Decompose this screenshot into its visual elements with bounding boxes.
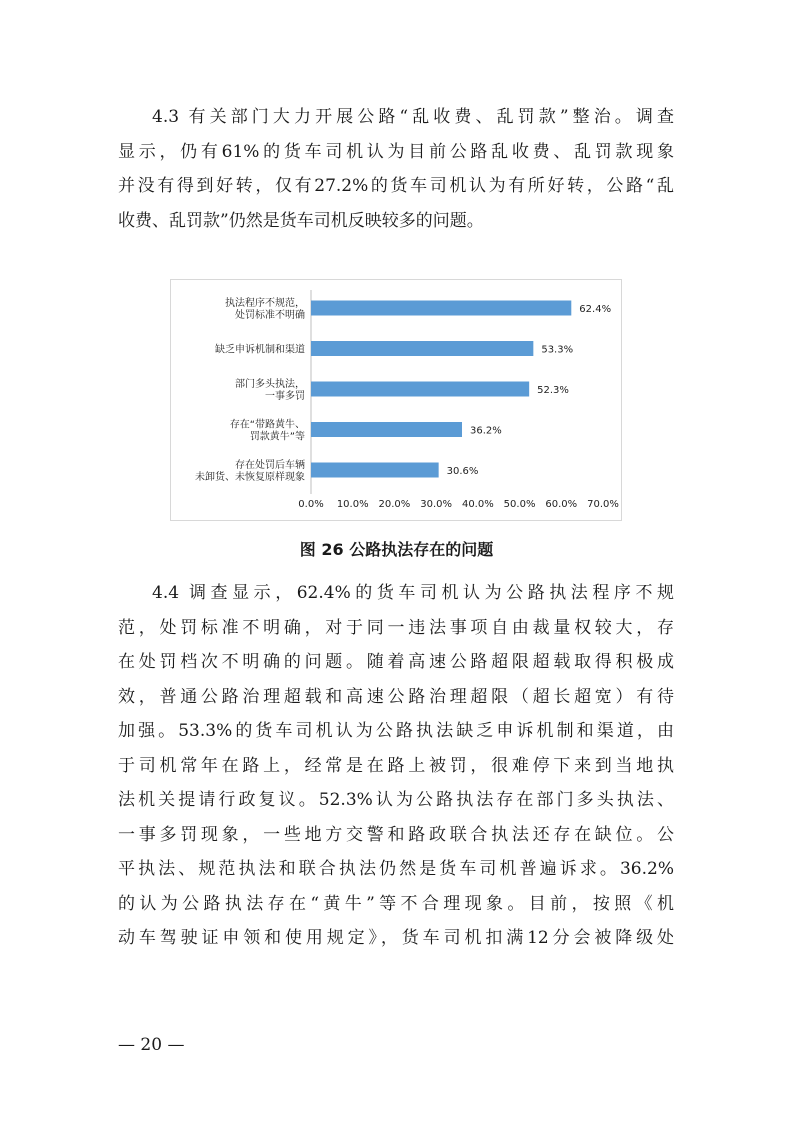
category-label: 罚款黄牛”等 <box>249 431 305 443</box>
x-tick-label: 50.0% <box>503 499 536 510</box>
page-number: — 20 — <box>118 1035 185 1055</box>
paragraph-line: 在处罚档次不明确的问题。随着高速公路超限超载取得积极成 <box>118 652 674 672</box>
paragraph-line: 效，普通公路治理超载和高速公路治理超限（超长超宽）有待 <box>118 686 674 707</box>
category-label: 存在“带路黄牛、 <box>229 419 305 431</box>
category-label: 存在处罚后车辆 <box>235 460 305 471</box>
paragraph-line: 平执法、规范执法和联合执法仍然是货车司机普遍诉求。36.2% <box>118 859 674 879</box>
bar <box>311 422 462 437</box>
category-label: 部门多头执法， <box>235 379 305 390</box>
bar <box>311 301 571 316</box>
paragraph-line: 并没有得到好转，仅有27.2%的货车司机认为有所好转，公路“乱 <box>118 176 674 196</box>
data-label: 36.2% <box>470 425 502 437</box>
category-label: 未卸货、未恢复原样现象 <box>195 472 305 483</box>
paragraph-4-4 <box>118 576 674 956</box>
figure-caption: 图 26 公路执法存在的问题 <box>299 540 494 559</box>
data-label: 52.3% <box>537 385 569 396</box>
x-tick-label: 70.0% <box>587 499 619 510</box>
bar <box>311 341 533 356</box>
paragraph-line: 加强。53.3%的货车司机认为公路执法缺乏申诉机制和渠道，由 <box>118 721 674 741</box>
bar <box>311 463 439 478</box>
paragraph-line: 收费、乱罚款”仍然是货车司机反映较多的问题。 <box>118 210 484 231</box>
bar-chart-svg <box>171 280 621 520</box>
x-tick-label: 60.0% <box>545 499 578 510</box>
data-label: 53.3% <box>541 344 574 356</box>
data-label: 30.6% <box>446 466 479 477</box>
x-tick-label: 20.0% <box>378 499 411 510</box>
bar <box>311 382 529 397</box>
category-label: 执法程序不规范， <box>225 298 305 309</box>
data-label: 62.4% <box>579 304 612 315</box>
paragraph-line: 范，处罚标准不明确，对于同一违法事项自由裁量权较大，存 <box>118 617 674 638</box>
paragraph-line: 的认为公路执法存在“黄牛”等不合理现象。目前，按照《机 <box>118 893 674 914</box>
paragraph-line: 于司机常年在路上，经常是在路上被罚，很难停下来到当地执 <box>118 755 674 776</box>
category-label: 处罚标准不明确 <box>235 310 305 321</box>
bar-chart <box>170 279 622 521</box>
paragraph-4-3 <box>118 100 674 238</box>
paragraph-line: 一事多罚现象，一些地方交警和路政联合执法还存在缺位。公 <box>118 824 674 845</box>
paragraph-line: 显示，仍有61%的货车司机认为目前公路乱收费、乱罚款现象 <box>118 141 674 162</box>
paragraph-line: 法机关提请行政复议。52.3%认为公路执法存在部门多头执法、 <box>118 790 674 810</box>
x-tick-label: 0.0% <box>298 499 324 510</box>
x-tick-label: 40.0% <box>461 499 494 510</box>
category-label: 一事多罚 <box>265 391 305 402</box>
paragraph-line: 4.4 调查显示，62.4%的货车司机认为公路执法程序不规 <box>152 583 674 603</box>
paragraph-line: 4.3 有关部门大力开展公路“乱收费、乱罚款”整治。调查 <box>152 107 674 127</box>
x-tick-label: 30.0% <box>420 499 453 510</box>
paragraph-line: 动车驾驶证申领和使用规定》，货车司机扣满12分会被降级处 <box>118 928 674 948</box>
x-tick-label: 10.0% <box>336 499 369 510</box>
category-label: 缺乏申诉机制和渠道 <box>215 344 305 356</box>
